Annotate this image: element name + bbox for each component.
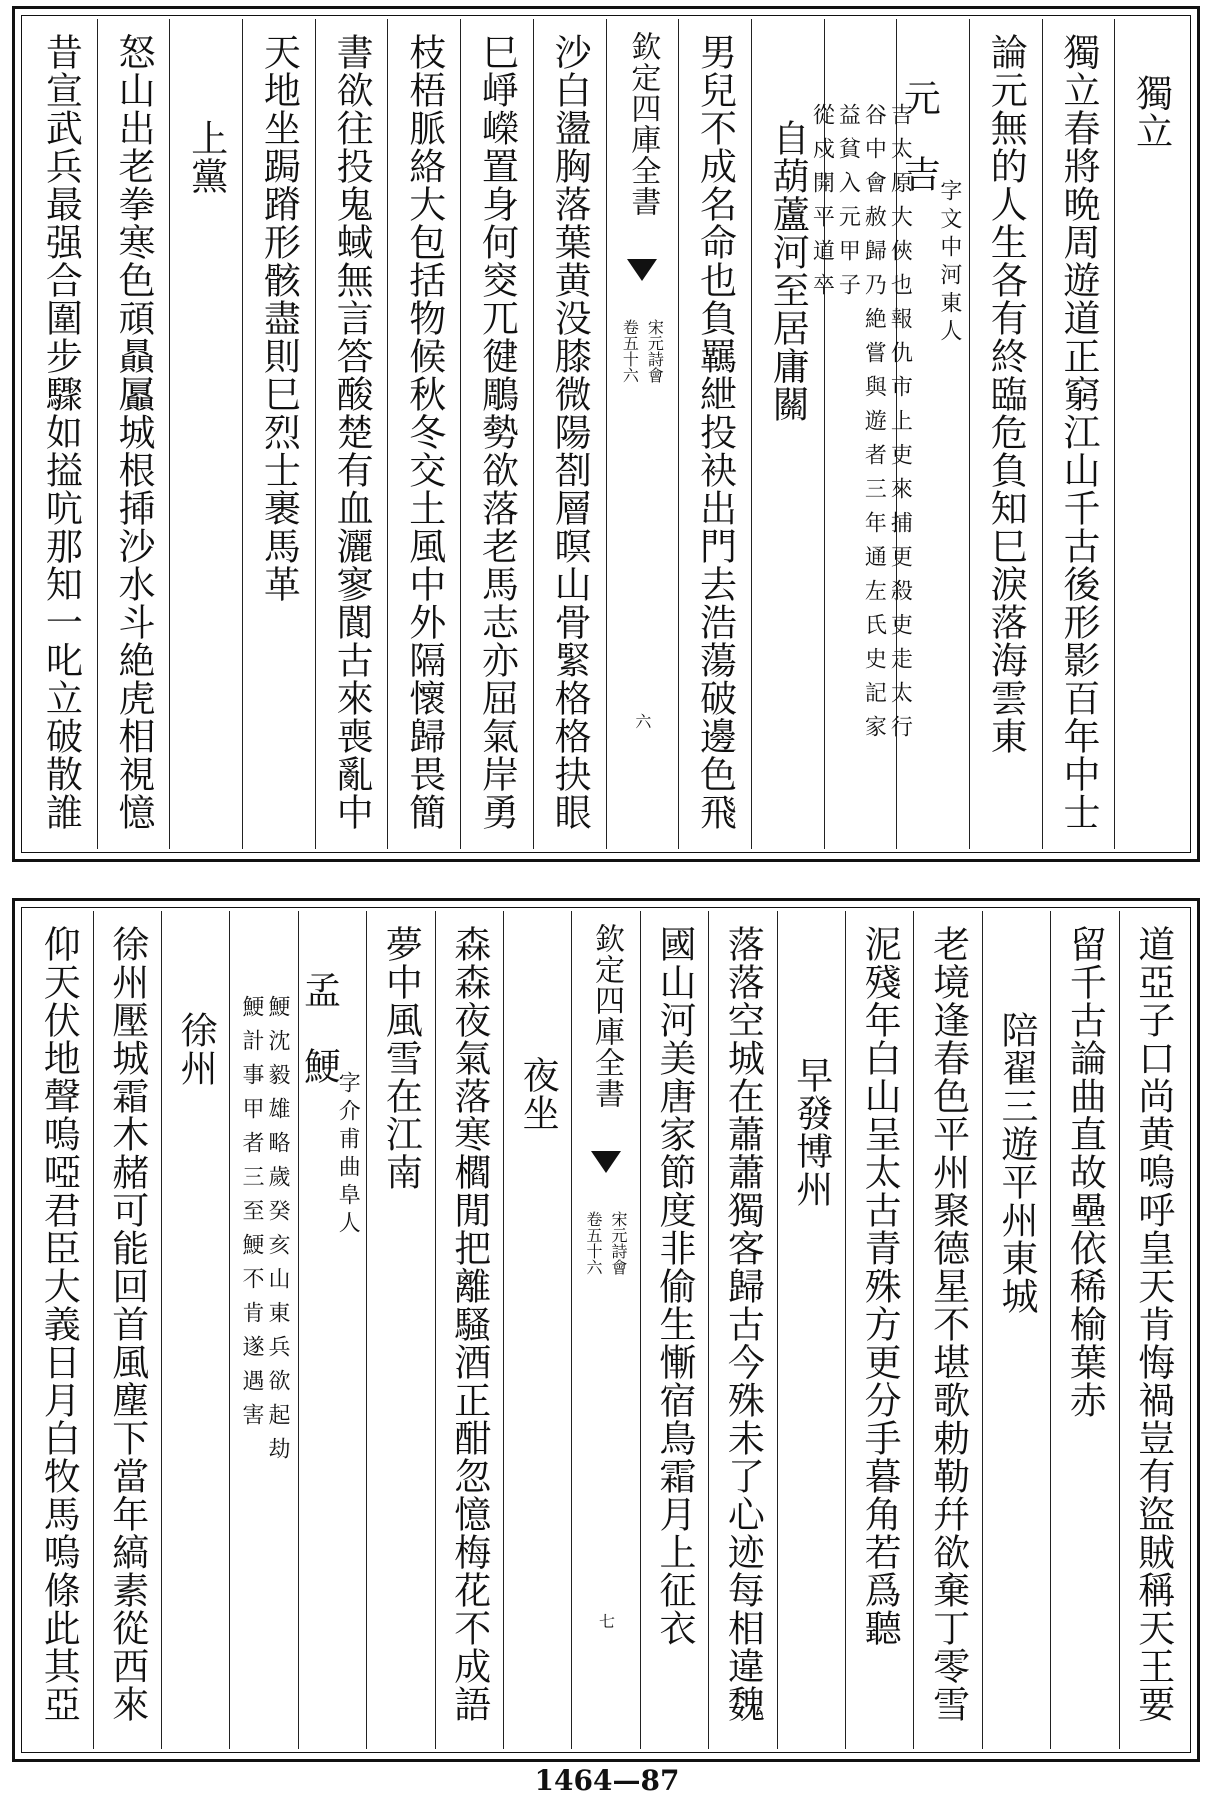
text-column xyxy=(460,19,533,849)
poem-line: 獨立春將晩周遊道正窮江山千古後形影百年中士 xyxy=(1056,33,1100,831)
text-column xyxy=(435,911,503,1749)
poem-line: 論元無的人生各有終臨危負知巳淚落海雲東 xyxy=(984,33,1028,755)
poem-line: 怒山出老拳寒色頑贔屭城根揷沙水斗絶虎相視憶 xyxy=(112,33,156,831)
volume-label-line: 卷五十六 xyxy=(584,1211,604,1275)
text-column xyxy=(751,19,824,849)
biographical-note xyxy=(230,995,297,1471)
text-column xyxy=(503,911,571,1749)
text-column xyxy=(366,911,434,1749)
poem-title: 夜坐 xyxy=(516,1056,560,1132)
note-line: 鯁計事甲者三至鯁不肯遂遇害 xyxy=(239,995,265,1437)
poem-line: 仰天伏地聲嗚啞君臣大義日月白牧馬嗚條此其亞 xyxy=(37,925,81,1723)
poem-line: 徐州壓城霜木赭可能回首風塵下當年縞素從西來 xyxy=(105,925,149,1723)
page-top xyxy=(12,6,1200,862)
poem-line: 落落空城在蕭蕭獨客歸古今殊未了心迹每相違魏 xyxy=(721,925,765,1723)
text-column xyxy=(969,19,1042,849)
text-column xyxy=(387,19,460,849)
page-number: 1464—87 xyxy=(534,1764,680,1797)
poem-line: 留千古論曲直故壘依稀榆葉赤 xyxy=(1063,925,1107,1419)
text-column xyxy=(1119,911,1187,1749)
spine-column xyxy=(571,911,639,1749)
poem-line: 天地坐跼蹐形骸盡則巳烈士裹馬革 xyxy=(257,33,301,603)
text-column xyxy=(809,19,913,849)
poem-title: 徐州 xyxy=(174,1011,218,1087)
poem-line: 書欲往投鬼蜮無言答酸楚有血灑寥閬古來喪亂中 xyxy=(330,33,374,831)
poem-line: 男兒不成名命也負羈紲投袂出門去浩蕩破邊色飛 xyxy=(693,33,737,831)
poem-line: 巳崢嶸置身何窔兀徤鵰勢欲落老馬志亦屈氣岸勇 xyxy=(475,33,519,831)
poem-title: 早發博州 xyxy=(789,1056,833,1208)
note-line: 益貧入元甲子 xyxy=(835,103,861,307)
poem-title: 陪翟三遊平州東城 xyxy=(994,1011,1038,1315)
text-column xyxy=(777,911,845,1749)
poem-line: 老境逢春色平州聚德星不堪歌勅勒幷欲棄丁零雪 xyxy=(926,925,970,1723)
book-title: 欽定四庫全書 xyxy=(589,923,625,1109)
poem-line: 泥殘年白山呈太古青殊方更分手暮角若爲聽 xyxy=(858,925,902,1647)
volume-label-line: 卷五十六 xyxy=(620,319,640,383)
fish-tail-mark-icon xyxy=(627,259,657,281)
folio-number: 六 xyxy=(632,713,652,729)
text-column xyxy=(913,911,981,1749)
text-column xyxy=(315,19,388,849)
text-column xyxy=(25,19,97,849)
text-column xyxy=(1050,911,1118,1749)
fish-tail-mark-icon xyxy=(591,1151,621,1173)
poem-line: 國山河美唐家節度非偷生慚宿鳥霜月上征衣 xyxy=(652,925,696,1647)
text-column xyxy=(242,19,315,849)
volume-label xyxy=(618,319,666,383)
text-column xyxy=(1114,19,1187,849)
volume-label-line: 宋元詩會 xyxy=(645,319,665,383)
columns-top xyxy=(25,19,1187,849)
text-column xyxy=(1042,19,1115,849)
text-column xyxy=(229,911,297,1749)
poem-line: 昔宣武兵最强合圍步驟如搤吭那知一叱立破散誰 xyxy=(39,33,83,831)
text-column xyxy=(533,19,606,849)
text-column xyxy=(93,911,161,1749)
note-line: 吉太原大俠也報仇市上吏來捕更殺吏走太行 xyxy=(887,103,913,749)
page-bottom xyxy=(12,898,1200,1762)
text-column xyxy=(678,19,751,849)
poet-name: 元 吉 xyxy=(897,79,941,193)
poem-line: 道亞子口尚黄嗚呼皇天肯悔禍豈有盜賊稱天王要 xyxy=(1131,925,1175,1723)
poem-line: 夢中風雪在江南 xyxy=(379,925,423,1191)
text-column xyxy=(845,911,913,1749)
columns-bottom xyxy=(25,911,1187,1749)
text-column xyxy=(640,911,708,1749)
volume-label xyxy=(582,1211,630,1275)
volume-label-line: 宋元詩會 xyxy=(609,1211,629,1275)
book-title: 欽定四庫全書 xyxy=(625,31,661,217)
biographical-note xyxy=(809,103,913,749)
note-line: 從戍開平道卒 xyxy=(809,103,835,307)
text-column xyxy=(169,19,242,849)
poet-info: 字介甫曲阜人 xyxy=(335,1071,361,1239)
poem-line: 枝梧脈絡大包括物候秋冬交土風中外隔懷歸畏簡 xyxy=(402,33,446,831)
text-column xyxy=(97,19,170,849)
text-column xyxy=(25,911,92,1749)
text-column xyxy=(298,911,366,1749)
spine-column xyxy=(606,19,679,849)
poem-title: 獨立 xyxy=(1129,74,1173,150)
poet-name: 孟 鯁 xyxy=(297,971,341,1085)
text-column xyxy=(708,911,776,1749)
note-line: 谷中會赦歸乃絶嘗與遊者三年通左氏史記家 xyxy=(861,103,887,749)
poem-title: 自葫蘆河至居庸關 xyxy=(766,119,810,423)
text-column xyxy=(161,911,229,1749)
text-column xyxy=(982,911,1050,1749)
poem-title: 上黨 xyxy=(184,119,228,195)
poem-line: 沙白盪胸落葉黄没膝微陽剳層暝山骨緊格格抉眼 xyxy=(548,33,592,831)
note-line: 鯁沈毅雄略歲癸亥山東兵欲起劫 xyxy=(265,995,291,1471)
folio-number: 七 xyxy=(596,1613,616,1629)
poet-info: 字文中河東人 xyxy=(936,179,962,347)
poem-line: 森森夜氣落寒櫩閒把離騷酒正酣忽憶梅花不成語 xyxy=(447,925,491,1723)
